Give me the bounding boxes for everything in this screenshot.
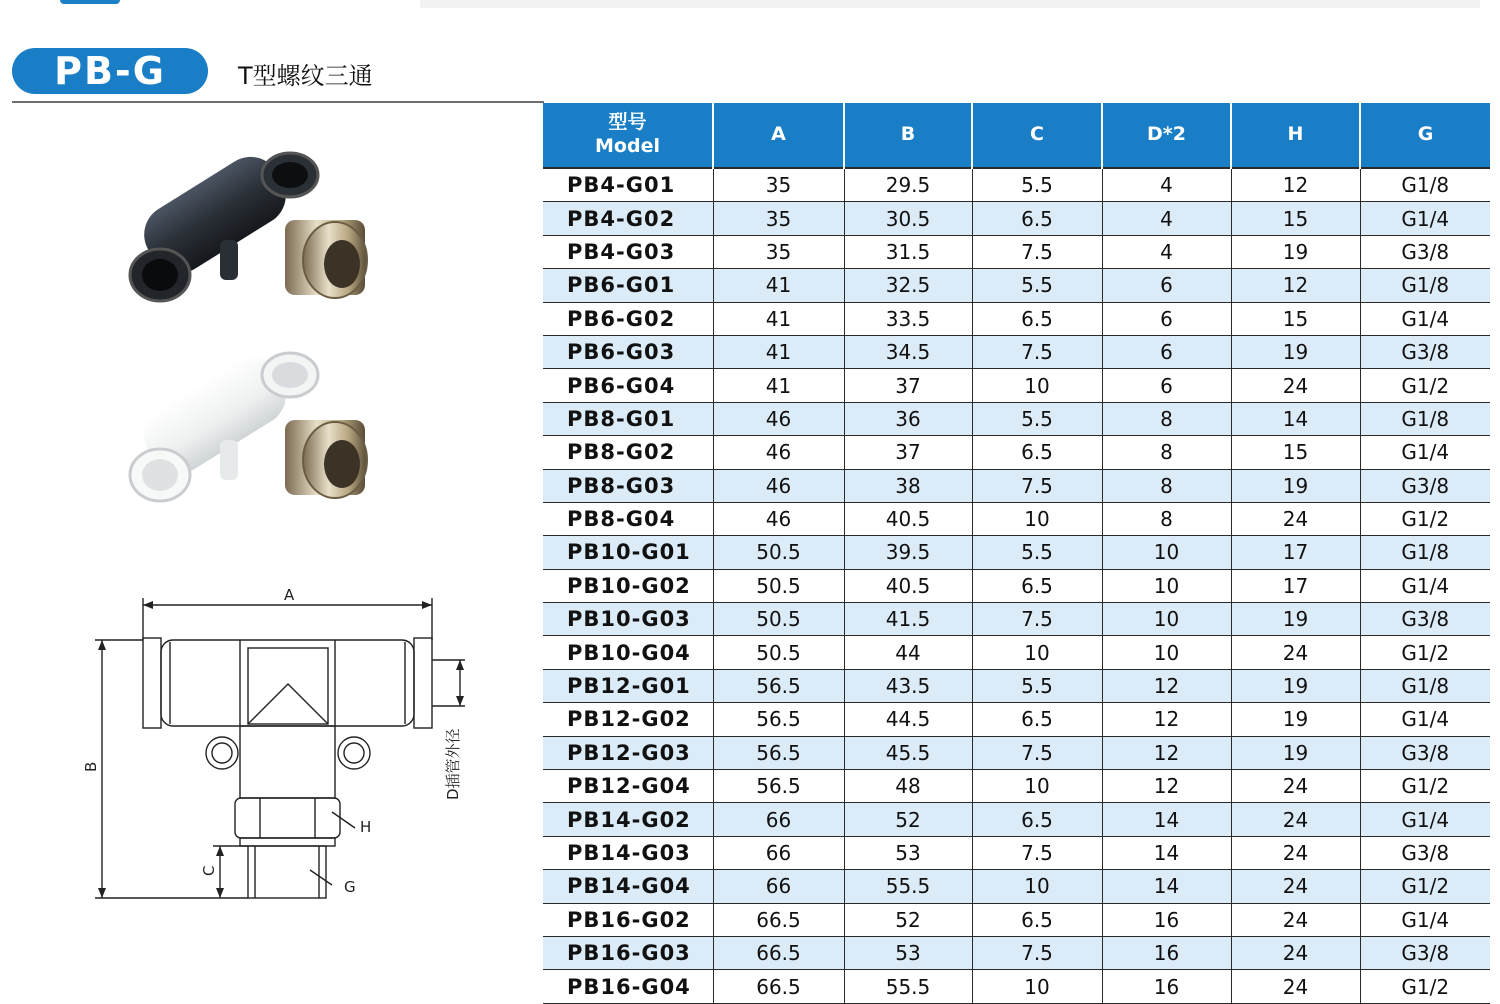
cell-c: 7.5 (972, 335, 1102, 368)
cell-h: 19 (1231, 703, 1360, 736)
cell-d: 8 (1102, 502, 1231, 535)
cell-model: PB8-G02 (543, 436, 713, 469)
cell-d: 16 (1102, 936, 1231, 969)
table-row (543, 502, 1490, 535)
cell-b: 37 (844, 436, 972, 469)
cell-g: G1/8 (1360, 536, 1490, 569)
spec-table (543, 103, 1490, 1004)
table-row (543, 903, 1490, 936)
cell-model: PB12-G04 (543, 770, 713, 803)
cell-model: PB8-G01 (543, 402, 713, 435)
cell-b: 34.5 (844, 335, 972, 368)
cell-g: G1/4 (1360, 803, 1490, 836)
cell-g: G1/2 (1360, 369, 1490, 402)
cell-d: 6 (1102, 369, 1231, 402)
cell-h: 15 (1231, 202, 1360, 235)
table-row (543, 269, 1490, 302)
col-header-model-en: Model (595, 135, 660, 157)
cell-g: G1/4 (1360, 703, 1490, 736)
cell-c: 6.5 (972, 903, 1102, 936)
cell-h: 24 (1231, 870, 1360, 903)
cell-g: G1/2 (1360, 770, 1490, 803)
cell-a: 35 (713, 235, 844, 268)
table-row (543, 936, 1490, 969)
title-divider (12, 101, 544, 103)
cell-d: 14 (1102, 803, 1231, 836)
cell-g: G1/4 (1360, 569, 1490, 602)
col-header-a: A (713, 103, 844, 168)
cell-a: 50.5 (713, 569, 844, 602)
cell-c: 5.5 (972, 402, 1102, 435)
white-fitting-photo (130, 346, 367, 501)
cell-g: G3/8 (1360, 936, 1490, 969)
cell-d: 10 (1102, 536, 1231, 569)
col-header-g: G (1360, 103, 1490, 168)
cell-a: 66.5 (713, 970, 844, 1003)
product-photo (120, 140, 380, 520)
table-row (543, 436, 1490, 469)
product-subtitle: T型螺纹三通 (238, 62, 373, 90)
cell-h: 24 (1231, 770, 1360, 803)
cell-b: 45.5 (844, 736, 972, 769)
cell-model: PB10-G02 (543, 569, 713, 602)
cell-b: 30.5 (844, 202, 972, 235)
cell-model: PB12-G03 (543, 736, 713, 769)
cell-d: 10 (1102, 603, 1231, 636)
cell-d: 16 (1102, 903, 1231, 936)
cell-g: G1/4 (1360, 436, 1490, 469)
dim-label-c: C (200, 865, 218, 876)
cell-c: 5.5 (972, 536, 1102, 569)
table-row (543, 235, 1490, 268)
cell-b: 55.5 (844, 970, 972, 1003)
cell-a: 46 (713, 502, 844, 535)
cell-c: 7.5 (972, 235, 1102, 268)
cell-g: G1/8 (1360, 269, 1490, 302)
cell-b: 55.5 (844, 870, 972, 903)
cell-c: 10 (972, 970, 1102, 1003)
cell-b: 53 (844, 836, 972, 869)
table-row (543, 202, 1490, 235)
table-row (543, 369, 1490, 402)
cell-h: 15 (1231, 302, 1360, 335)
cell-model: PB16-G03 (543, 936, 713, 969)
cell-d: 12 (1102, 703, 1231, 736)
cell-b: 32.5 (844, 269, 972, 302)
cell-c: 7.5 (972, 603, 1102, 636)
cell-a: 46 (713, 402, 844, 435)
cell-c: 5.5 (972, 168, 1102, 202)
cell-d: 6 (1102, 269, 1231, 302)
cell-a: 66 (713, 870, 844, 903)
cell-a: 41 (713, 302, 844, 335)
cell-g: G1/8 (1360, 168, 1490, 202)
cell-g: G3/8 (1360, 335, 1490, 368)
cell-g: G1/4 (1360, 202, 1490, 235)
cell-d: 12 (1102, 736, 1231, 769)
cell-h: 14 (1231, 402, 1360, 435)
col-header-c: C (972, 103, 1102, 168)
top-decor-accent (60, 0, 120, 4)
product-code-badge (12, 48, 208, 94)
dim-label-h: H (360, 818, 372, 836)
dim-label-g: G (344, 878, 356, 896)
cell-a: 66 (713, 836, 844, 869)
cell-model: PB14-G03 (543, 836, 713, 869)
cell-model: PB14-G04 (543, 870, 713, 903)
table-row (543, 302, 1490, 335)
cell-g: G3/8 (1360, 235, 1490, 268)
cell-model: PB6-G02 (543, 302, 713, 335)
table-header-row (543, 103, 1490, 168)
cell-g: G1/8 (1360, 402, 1490, 435)
cell-c: 6.5 (972, 202, 1102, 235)
cell-c: 6.5 (972, 302, 1102, 335)
cell-d: 10 (1102, 569, 1231, 602)
cell-c: 7.5 (972, 469, 1102, 502)
cell-model: PB10-G03 (543, 603, 713, 636)
cell-h: 24 (1231, 836, 1360, 869)
cell-d: 4 (1102, 168, 1231, 202)
cell-g: G1/2 (1360, 636, 1490, 669)
cell-b: 40.5 (844, 569, 972, 602)
cell-b: 44.5 (844, 703, 972, 736)
cell-a: 56.5 (713, 669, 844, 702)
cell-d: 12 (1102, 770, 1231, 803)
cell-c: 6.5 (972, 569, 1102, 602)
cell-c: 6.5 (972, 436, 1102, 469)
table-row (543, 703, 1490, 736)
table-row (543, 770, 1490, 803)
cell-h: 19 (1231, 669, 1360, 702)
cell-d: 8 (1102, 436, 1231, 469)
cell-g: G1/2 (1360, 870, 1490, 903)
cell-h: 19 (1231, 335, 1360, 368)
table-row (543, 736, 1490, 769)
cell-c: 7.5 (972, 736, 1102, 769)
cell-d: 16 (1102, 970, 1231, 1003)
cell-d: 14 (1102, 870, 1231, 903)
cell-model: PB6-G04 (543, 369, 713, 402)
cell-h: 24 (1231, 936, 1360, 969)
cell-h: 17 (1231, 536, 1360, 569)
cell-d: 6 (1102, 302, 1231, 335)
cell-model: PB4-G02 (543, 202, 713, 235)
cell-g: G1/8 (1360, 669, 1490, 702)
table-row (543, 636, 1490, 669)
cell-model: PB6-G01 (543, 269, 713, 302)
cell-c: 10 (972, 369, 1102, 402)
cell-a: 56.5 (713, 736, 844, 769)
cell-a: 41 (713, 335, 844, 368)
cell-d: 6 (1102, 335, 1231, 368)
cell-b: 43.5 (844, 669, 972, 702)
col-header-b: B (844, 103, 972, 168)
cell-a: 35 (713, 202, 844, 235)
cell-b: 40.5 (844, 502, 972, 535)
cell-a: 66.5 (713, 903, 844, 936)
col-header-model (543, 103, 713, 168)
dim-label-d: D插管外径 (444, 728, 462, 800)
cell-model: PB12-G01 (543, 669, 713, 702)
cell-b: 37 (844, 369, 972, 402)
cell-model: PB8-G04 (543, 502, 713, 535)
cell-model: PB12-G02 (543, 703, 713, 736)
cell-b: 52 (844, 903, 972, 936)
table-row (543, 603, 1490, 636)
cell-b: 44 (844, 636, 972, 669)
table-row (543, 669, 1490, 702)
cell-d: 10 (1102, 636, 1231, 669)
cell-d: 8 (1102, 402, 1231, 435)
cell-c: 5.5 (972, 269, 1102, 302)
cell-d: 4 (1102, 202, 1231, 235)
cell-b: 38 (844, 469, 972, 502)
table-row (543, 836, 1490, 869)
cell-b: 39.5 (844, 536, 972, 569)
cell-h: 24 (1231, 970, 1360, 1003)
cell-c: 6.5 (972, 703, 1102, 736)
cell-a: 66 (713, 803, 844, 836)
cell-d: 14 (1102, 836, 1231, 869)
table-row (543, 569, 1490, 602)
cell-b: 29.5 (844, 168, 972, 202)
cell-model: PB10-G04 (543, 636, 713, 669)
cell-h: 12 (1231, 269, 1360, 302)
table-row (543, 970, 1490, 1003)
table-row (543, 335, 1490, 368)
table-body (543, 168, 1490, 1003)
cell-model: PB4-G03 (543, 235, 713, 268)
col-header-d: D*2 (1102, 103, 1231, 168)
cell-h: 19 (1231, 469, 1360, 502)
cell-d: 8 (1102, 469, 1231, 502)
cell-c: 10 (972, 870, 1102, 903)
cell-a: 66.5 (713, 936, 844, 969)
cell-a: 50.5 (713, 536, 844, 569)
cell-a: 35 (713, 168, 844, 202)
cell-c: 10 (972, 636, 1102, 669)
cell-model: PB6-G03 (543, 335, 713, 368)
cell-g: G3/8 (1360, 836, 1490, 869)
cell-d: 12 (1102, 669, 1231, 702)
cell-b: 53 (844, 936, 972, 969)
cell-c: 5.5 (972, 669, 1102, 702)
table-row (543, 536, 1490, 569)
cell-a: 50.5 (713, 636, 844, 669)
cell-b: 48 (844, 770, 972, 803)
cell-h: 24 (1231, 803, 1360, 836)
cell-a: 50.5 (713, 603, 844, 636)
cell-h: 24 (1231, 903, 1360, 936)
cell-h: 24 (1231, 636, 1360, 669)
cell-model: PB16-G04 (543, 970, 713, 1003)
col-header-h: H (1231, 103, 1360, 168)
cell-c: 6.5 (972, 803, 1102, 836)
cell-g: G1/2 (1360, 970, 1490, 1003)
cell-a: 46 (713, 436, 844, 469)
table-row (543, 870, 1490, 903)
cell-g: G3/8 (1360, 469, 1490, 502)
technical-drawing (70, 580, 490, 910)
cell-h: 19 (1231, 603, 1360, 636)
table-row (543, 402, 1490, 435)
cell-c: 7.5 (972, 936, 1102, 969)
dim-label-a: A (284, 586, 295, 604)
cell-a: 41 (713, 269, 844, 302)
cell-b: 31.5 (844, 235, 972, 268)
cell-c: 7.5 (972, 836, 1102, 869)
table-row (543, 469, 1490, 502)
cell-model: PB14-G02 (543, 803, 713, 836)
cell-b: 52 (844, 803, 972, 836)
cell-g: G1/4 (1360, 903, 1490, 936)
cell-a: 56.5 (713, 770, 844, 803)
cell-h: 19 (1231, 235, 1360, 268)
dim-label-b: B (82, 761, 100, 772)
cell-b: 41.5 (844, 603, 972, 636)
cell-h: 24 (1231, 502, 1360, 535)
product-code: PB-G (54, 49, 166, 93)
top-decor-strip (420, 0, 1480, 8)
cell-b: 36 (844, 402, 972, 435)
cell-h: 17 (1231, 569, 1360, 602)
cell-g: G1/4 (1360, 302, 1490, 335)
cell-g: G3/8 (1360, 736, 1490, 769)
black-fitting-photo (130, 146, 367, 301)
cell-h: 19 (1231, 736, 1360, 769)
table-row (543, 168, 1490, 202)
table-row (543, 803, 1490, 836)
cell-model: PB16-G02 (543, 903, 713, 936)
cell-a: 56.5 (713, 703, 844, 736)
cell-h: 12 (1231, 168, 1360, 202)
cell-model: PB10-G01 (543, 536, 713, 569)
cell-g: G1/2 (1360, 502, 1490, 535)
cell-h: 15 (1231, 436, 1360, 469)
cell-b: 33.5 (844, 302, 972, 335)
cell-model: PB4-G01 (543, 168, 713, 202)
cell-g: G3/8 (1360, 603, 1490, 636)
cell-model: PB8-G03 (543, 469, 713, 502)
cell-c: 10 (972, 502, 1102, 535)
cell-h: 24 (1231, 369, 1360, 402)
cell-a: 41 (713, 369, 844, 402)
cell-d: 4 (1102, 235, 1231, 268)
cell-c: 10 (972, 770, 1102, 803)
col-header-model-cn: 型号 (608, 111, 647, 134)
cell-a: 46 (713, 469, 844, 502)
